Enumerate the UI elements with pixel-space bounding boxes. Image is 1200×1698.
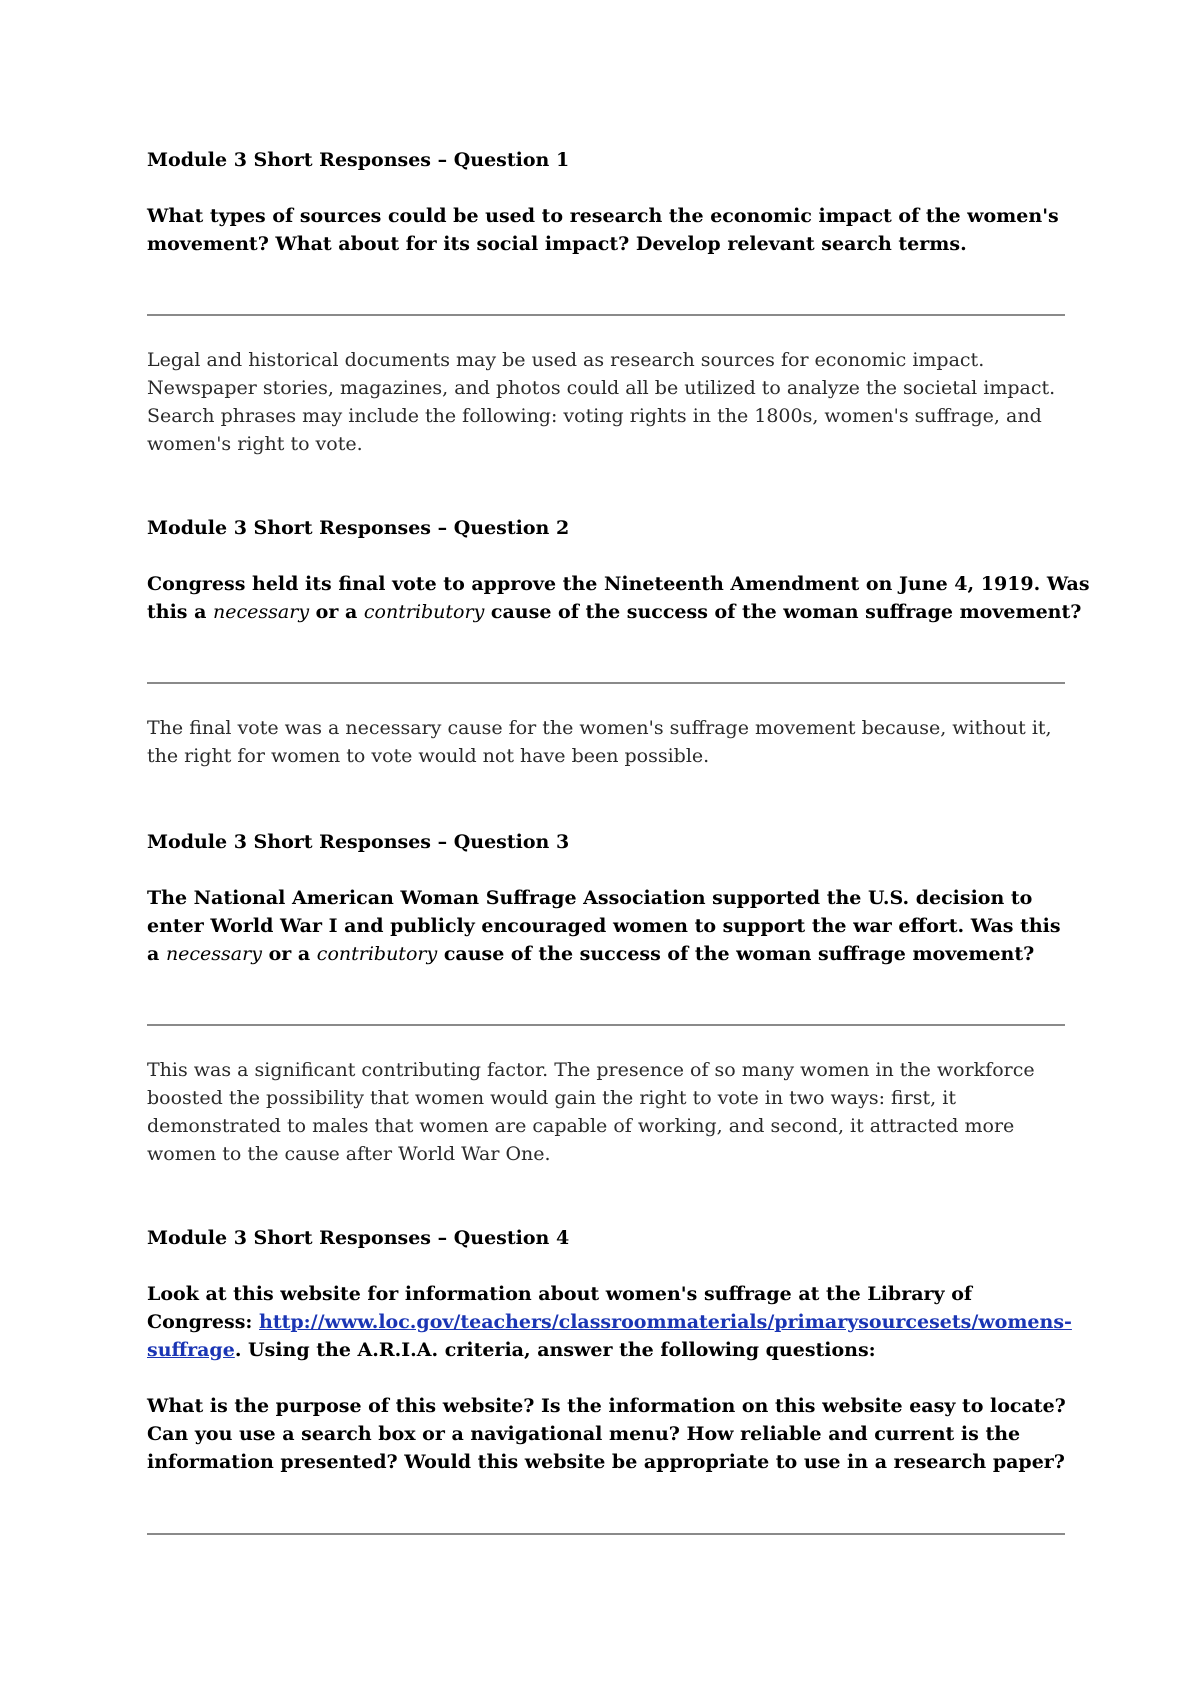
answer-divider	[147, 682, 1065, 684]
prompt-text: . Using the A.R.I.A. criteria, answer the following questions:	[234, 1339, 876, 1361]
answer-line: This was a significant contributing factor. The presence of so many women in the workforce	[147, 1059, 1035, 1081]
prompt-text: this a	[147, 601, 214, 623]
answer-line: Search phrases may include the following: voting rights in the 1800s, women's suffrage, and	[147, 405, 1042, 427]
emphasis-necessary: necessary	[213, 601, 310, 623]
question-3-heading: Module 3 Short Responses – Question 3	[147, 831, 570, 853]
emphasis-necessary: necessary	[165, 943, 262, 965]
answer-line: The final vote was a necessary cause for the women's suffrage movement because, without it,	[147, 717, 1052, 739]
answer-line: women's right to vote.	[147, 433, 363, 455]
question-4-subquestions	[147, 1392, 1067, 1476]
question-4-subquestion-line: Can you use a search box or a navigational menu? How reliable and current is the	[147, 1423, 1021, 1445]
question-3-prompt	[147, 884, 1067, 968]
question-4-prompt-line	[147, 1308, 1072, 1336]
question-4-heading: Module 3 Short Responses – Question 4	[147, 1227, 570, 1249]
answer-divider	[147, 314, 1065, 316]
answer-line: Newspaper stories, magazines, and photos could all be utilized to analyze the societal impact.	[147, 377, 1056, 399]
question-2-prompt-line	[147, 598, 1082, 626]
answer-divider	[147, 1533, 1065, 1535]
question-2-section	[147, 514, 1067, 542]
prompt-text: cause of the success of the woman suffrage movement?	[437, 943, 1035, 965]
prompt-text: or a	[309, 601, 364, 623]
question-1-heading: Module 3 Short Responses – Question 1	[147, 149, 570, 171]
answer-divider	[147, 1024, 1065, 1026]
question-4-prompt	[147, 1280, 1072, 1364]
prompt-text: or a	[261, 943, 317, 965]
prompt-text: Congress:	[147, 1311, 260, 1333]
answer-line: Legal and historical documents may be used as research sources for economic impact.	[147, 349, 985, 371]
question-4-prompt-line: Look at this website for information about women's suffrage at the Library of	[147, 1283, 973, 1305]
question-2-prompt	[147, 570, 1090, 626]
answer-line: women to the cause after World War One.	[147, 1143, 551, 1165]
answer-line: boosted the possibility that women would gain the right to vote in two ways: first, it	[147, 1087, 956, 1109]
question-4-subquestion-line: information presented? Would this website be appropriate to use in a research paper?	[147, 1451, 1065, 1473]
question-1-answer[interactable]	[147, 346, 1067, 458]
loc-website-link[interactable]: http://www.loc.gov/teachers/classroommaterials/primarysourcesets/womens-	[259, 1311, 1072, 1333]
question-3-prompt-line	[147, 940, 1067, 968]
answer-line: the right for women to vote would not have been possible.	[147, 745, 710, 767]
question-2-answer[interactable]	[147, 714, 1067, 770]
question-4-subquestion-line: What is the purpose of this website? Is the information on this website easy to locate?	[147, 1395, 1066, 1417]
question-1-section	[147, 146, 1067, 174]
question-3-answer[interactable]	[147, 1056, 1067, 1168]
question-3-prompt-line: enter World War I and publicly encouraged women to support the war effort. Was this	[147, 915, 1061, 937]
question-1-prompt	[147, 202, 1067, 258]
answer-line: demonstrated to males that women are capable of working, and second, it attracted more	[147, 1115, 1015, 1137]
prompt-text: cause of the success of the woman suffrage movement?	[484, 601, 1082, 623]
question-1-prompt-line: What types of sources could be used to research the economic impact of the women's	[147, 205, 1059, 227]
question-2-prompt-line: Congress held its final vote to approve the Nineteenth Amendment on June 4, 1919. Was	[147, 573, 1090, 595]
question-1-prompt-line: movement? What about for its social impact? Develop relevant search terms.	[147, 233, 967, 255]
emphasis-contributory: contributory	[363, 601, 485, 623]
question-3-section	[147, 828, 1067, 856]
question-4-section	[147, 1224, 1067, 1252]
emphasis-contributory: contributory	[316, 943, 438, 965]
prompt-text: a	[147, 943, 166, 965]
question-2-heading: Module 3 Short Responses – Question 2	[147, 517, 570, 539]
loc-website-link-continued[interactable]: suffrage	[147, 1339, 235, 1361]
question-3-prompt-line: The National American Woman Suffrage Association supported the U.S. decision to	[147, 887, 1033, 909]
question-4-prompt-line	[147, 1336, 1067, 1364]
